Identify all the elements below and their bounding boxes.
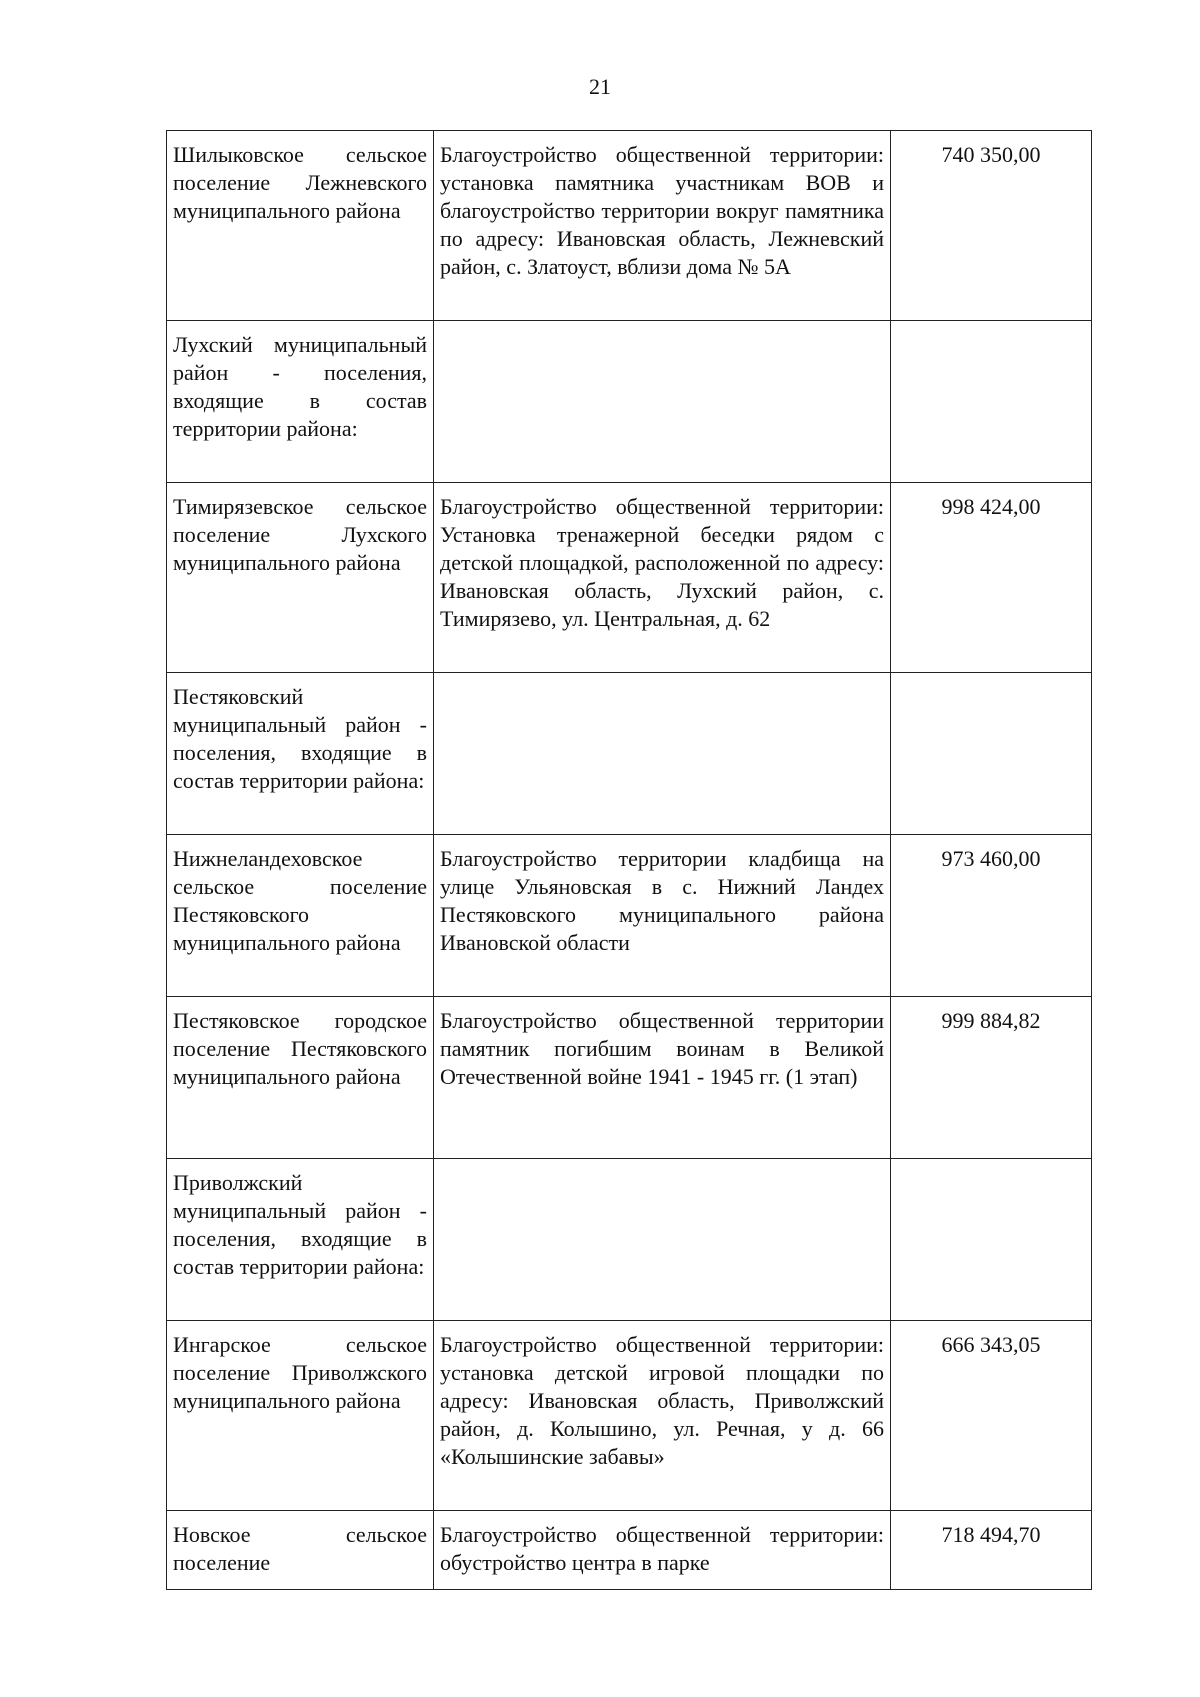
settlement-name: Шилыковское сельское поселение Лежневского муниципального района xyxy=(173,142,427,223)
project-description-cell xyxy=(434,1159,891,1321)
amount-cell xyxy=(891,321,1092,483)
project-description: Благоустройство общественной территории: установка памятника участникам ВОВ и благоустройство территории вокруг памятника по адресу: Ивановская область, Лежневский район, с. Златоуст, вблизи дома № 5А xyxy=(440,142,884,279)
settlement-name: Нижнеландеховское сельское поселение Пестяковского муниципального района xyxy=(173,846,427,955)
table-row xyxy=(167,835,1092,997)
municipal-projects-table xyxy=(166,130,1092,1590)
settlement-name-cell xyxy=(167,321,434,483)
settlement-name: Ингарское сельское поселение Приволжского муниципального района xyxy=(173,1332,427,1413)
project-description-cell xyxy=(434,673,891,835)
project-description: Благоустройство общественной территории памятник погибшим воинам в Великой Отечественной войне 1941 - 1945 гг. (1 этап) xyxy=(440,1008,884,1089)
amount: 973 460,00 xyxy=(941,846,1041,871)
table-row xyxy=(167,1321,1092,1511)
settlement-name-cell xyxy=(167,835,434,997)
project-description-cell xyxy=(434,321,891,483)
amount: 740 350,00 xyxy=(941,142,1041,167)
page-number: 21 xyxy=(589,74,611,99)
amount-cell xyxy=(891,131,1092,321)
amount-cell xyxy=(891,835,1092,997)
table-row xyxy=(167,997,1092,1159)
settlement-name: Лухский муниципальный район - поселения, входящие в состав территории района: xyxy=(173,332,427,441)
settlement-name: Новское сельское поселение xyxy=(173,1522,427,1575)
amount-cell xyxy=(891,1511,1092,1590)
settlement-name-cell xyxy=(167,1511,434,1590)
amount-cell xyxy=(891,1321,1092,1511)
settlement-name-cell xyxy=(167,131,434,321)
amount-cell xyxy=(891,997,1092,1159)
settlement-name-cell xyxy=(167,1321,434,1511)
amount: 718 494,70 xyxy=(941,1522,1041,1547)
project-description-cell xyxy=(434,835,891,997)
amount-cell xyxy=(891,1159,1092,1321)
settlement-name: Приволжский муниципальный район - поселения, входящие в состав территории района: xyxy=(173,1170,427,1279)
settlement-name-cell xyxy=(167,483,434,673)
project-description: Благоустройство общественной территории: обустройство центра в парке xyxy=(440,1522,884,1575)
settlement-name-cell xyxy=(167,997,434,1159)
project-description-cell xyxy=(434,1321,891,1511)
project-description-cell xyxy=(434,997,891,1159)
amount: 998 424,00 xyxy=(941,494,1041,519)
project-description: Благоустройство общественной территории: Установка тренажерной беседки рядом с детской площадкой, расположенной по адресу: Ивановская область, Лухский район, с. Тимирязево, ул. Центральная, д. 62 xyxy=(440,494,884,631)
table-row xyxy=(167,131,1092,321)
table-row xyxy=(167,321,1092,483)
amount: 999 884,82 xyxy=(941,1008,1041,1033)
settlement-name: Пестяковский муниципальный район - поселения, входящие в состав территории района: xyxy=(173,684,427,793)
table-row xyxy=(167,1511,1092,1590)
project-description: Благоустройство общественной территории: установка детской игровой площадки по адресу: Ивановская область, Приволжский район, д. Колышино, ул. Речная, у д. 66 «Колышинские забавы» xyxy=(440,1332,884,1469)
settlement-name: Тимирязевское сельское поселение Лухского муниципального района xyxy=(173,494,427,575)
settlement-name-cell xyxy=(167,673,434,835)
amount-cell xyxy=(891,673,1092,835)
project-description-cell xyxy=(434,1511,891,1590)
settlement-name-cell xyxy=(167,1159,434,1321)
amount: 666 343,05 xyxy=(941,1332,1041,1357)
project-description-cell xyxy=(434,483,891,673)
table-row xyxy=(167,1159,1092,1321)
table-row xyxy=(167,673,1092,835)
project-description: Благоустройство территории кладбища на улице Ульяновская в с. Нижний Ландех Пестяковского муниципального района Ивановской области xyxy=(440,846,884,955)
settlement-name: Пестяковское городское поселение Пестяковского муниципального района xyxy=(173,1008,427,1089)
table-row xyxy=(167,483,1092,673)
amount-cell xyxy=(891,483,1092,673)
project-description-cell xyxy=(434,131,891,321)
